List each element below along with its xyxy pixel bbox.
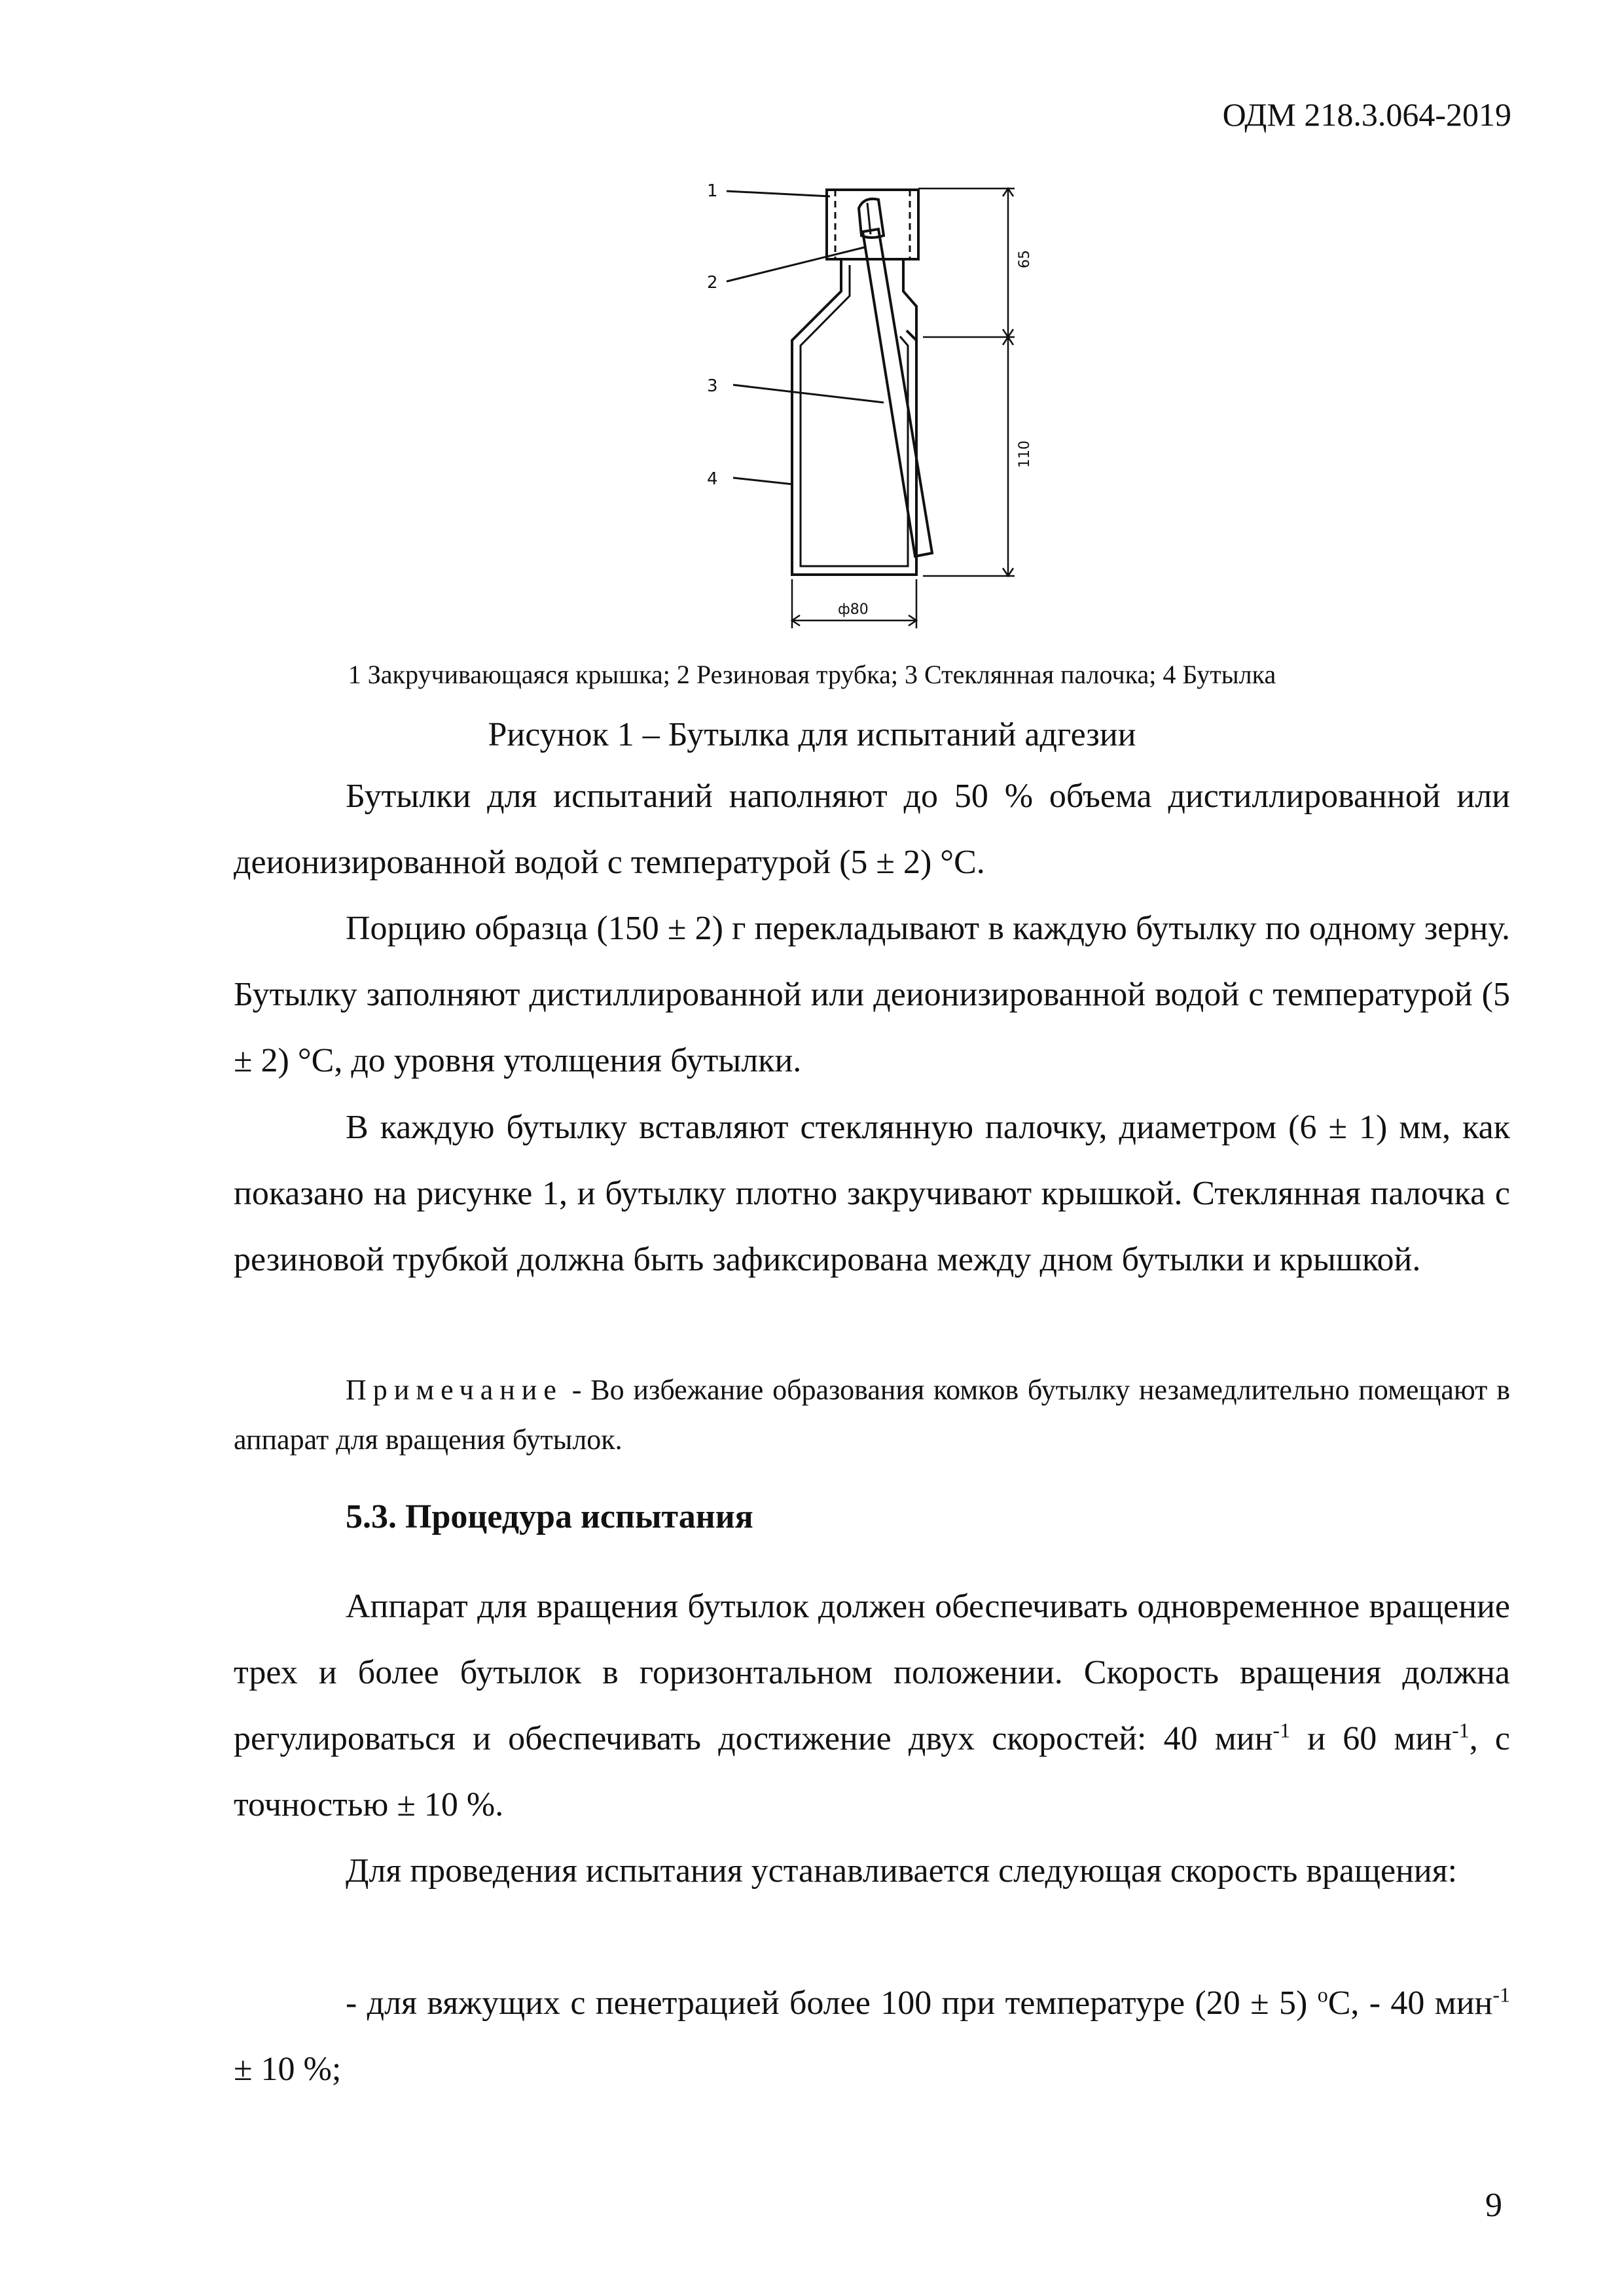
paragraph-6-text-b: С, - 40 мин — [1327, 1984, 1493, 2022]
paragraph-2: Порцию образца (150 ± 2) г перекладывают в каждую бутылку по одному зерну. Бутылку заполняют дистиллированной или деионизированной водой с температурой (5 ± 2) °С, до уровня утолщения бутылки. — [234, 910, 1510, 1079]
callout-1: 1 — [707, 181, 718, 201]
dim-diameter: ф80 — [838, 601, 869, 618]
paragraph-3: В каждую бутылку вставляют стеклянную палочку, диаметром (6 ± 1) мм, как показано на рисунке 1, и бутылку плотно закручивают крышкой. Стеклянная палочка с резиновой трубкой должна быть зафиксирована между дном бутылки и крышкой. — [234, 1109, 1510, 1278]
superscript: о — [1317, 1982, 1328, 2007]
superscript: -1 — [1492, 1982, 1511, 2007]
paragraph-4-text-c: , с точностью ± 10 %. — [234, 1720, 1510, 1823]
paragraph-6 — [234, 1970, 1510, 2102]
figure-legend: 1 Закручивающаяся крышка; 2 Резиновая трубка; 3 Стеклянная палочка; 4 Бутылка — [348, 660, 1276, 689]
bottle-outline — [792, 259, 916, 575]
paragraph-5: Для проведения испытания устанавливается следующая скорость вращения: — [346, 1852, 1458, 1890]
section-title: 5.3. Процедура испытания — [346, 1498, 753, 1535]
callout-4: 4 — [707, 469, 718, 489]
paragraph-4-text-b: и 60 мин — [1290, 1720, 1453, 1757]
paragraph-4 — [234, 1573, 1510, 1838]
note — [234, 1365, 1510, 1465]
callout-2: 2 — [707, 273, 718, 293]
superscript: -1 — [1272, 1718, 1291, 1742]
paragraph-6-text-c: ± 10 %; — [234, 2051, 342, 2088]
paragraph-6-text-a: - для вяжущих с пенетрацией более 100 при температуре (20 ± 5) — [346, 1984, 1318, 2022]
dim-65: 65 — [1017, 250, 1033, 268]
superscript: -1 — [1452, 1718, 1470, 1742]
paragraph-4-text-a: Аппарат для вращения бутылок должен обеспечивать одновременное вращение трех и более бутылок в горизонтальном положении. Скорость вращения должна регулироваться и обеспечивать достижение двух скоростей: 40 мин — [234, 1588, 1510, 1757]
callout-3: 3 — [707, 376, 718, 396]
bottle-figure — [707, 177, 1074, 648]
figure-caption: Рисунок 1 – Бутылка для испытаний адгезии — [488, 716, 1136, 753]
bottle-drawing — [707, 177, 1074, 648]
page-number: 9 — [1485, 2187, 1502, 2224]
note-text: - Во избежание образования комков бутылку незамедлительно помещают в аппарат для вращения бутылок. — [234, 1374, 1510, 1456]
dim-110: 110 — [1017, 440, 1033, 468]
glass-rod — [863, 229, 932, 556]
paragraph-1: Бутылки для испытаний наполняют до 50 % объема дистиллированной или деионизированной водой с температурой (5 ± 2) °С. — [234, 778, 1510, 881]
note-label: Примечание — [346, 1374, 563, 1406]
document-code: ОДМ 218.3.064-2019 — [1222, 96, 1511, 133]
